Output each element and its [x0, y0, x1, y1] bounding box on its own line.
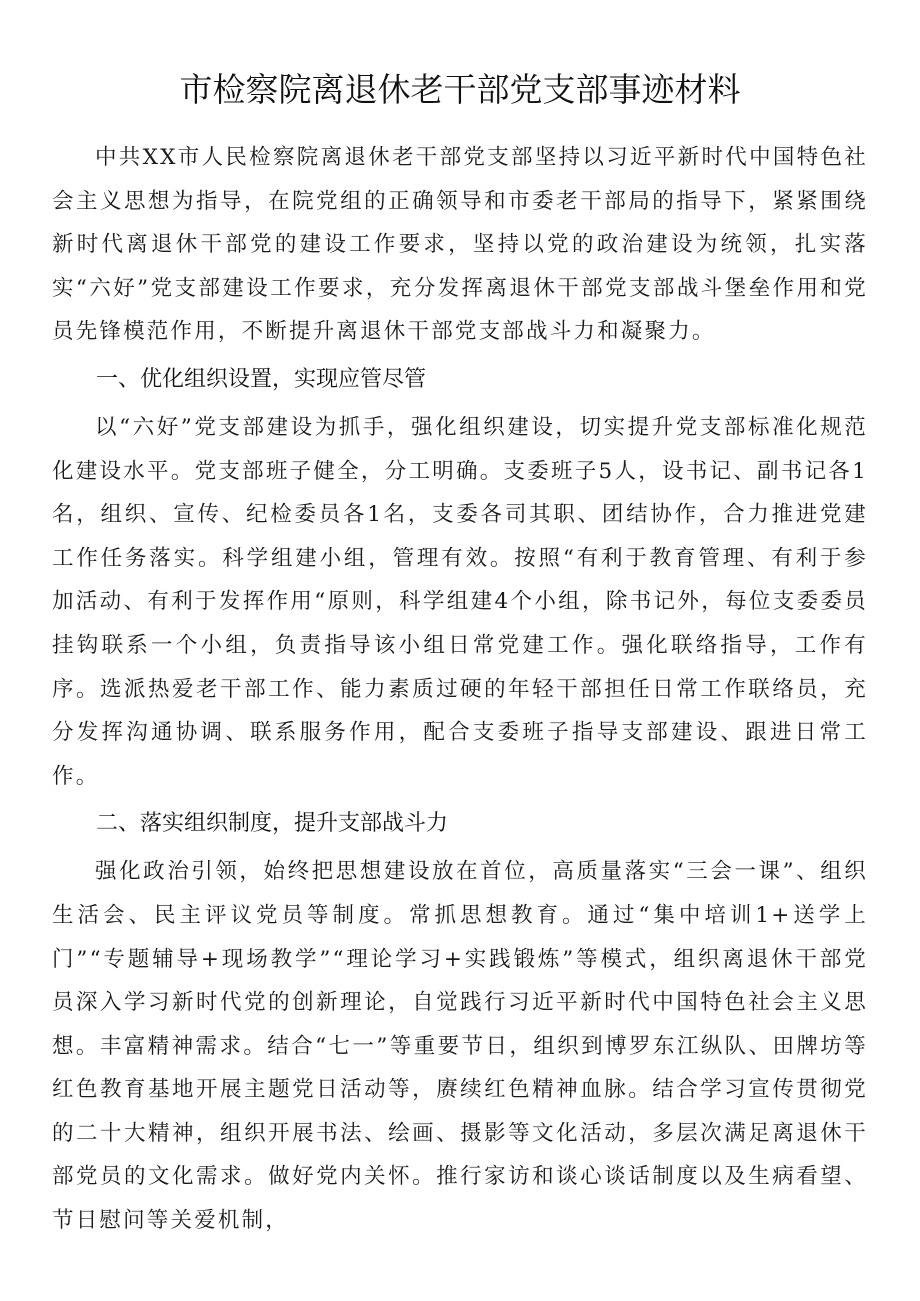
- intro-paragraph: 中共XX市人民检察院离退休老干部党支部坚持以习近平新时代中国特色社会主义思想为指导，在院党组的正确领导和市委老干部局的指导下，紧紧围绕新时代离退休干部党的建设工作要求，坚持以党的政治建设为统领，扎实落实“六好”党支部建设工作要求，充分发挥离退休干部党支部战斗堡垒作用和党员先锋模范作用，不断提升离退休干部党支部战斗力和凝聚力。: [52, 145, 868, 345]
- section-2-paragraph: 强化政治引领，始终把思想建设放在首位，高质量落实“三会一课”、组织生活会、民主评议党员等制度。常抓思想教育。通过“集中培训1+送学上门”“专题辅导+现场教学”“理论学习+实践锻炼”等模式，组织离退休干部党员深入学习新时代党的创新理论，自觉践行习近平新时代中国特色社会主义思想。丰富精神需求。结合“七一”等重要节日，组织到博罗东江纵队、田牌坊等红色教育基地开展主题党日活动等，赓续红色精神血脉。结合学习宣传贯彻党的二十大精神，组织开展书法、绘画、摄影等文化活动，多层次满足离退休干部党员的文化需求。做好党内关怀。推行家访和谈心谈话制度以及生病看望、节日慰问等关爱机制，: [52, 859, 868, 1234]
- section-1-heading: 一、优化组织设置，实现应管尽管: [96, 366, 427, 392]
- document-title: 市检察院离退休老干部党支部事迹材料: [179, 70, 741, 109]
- section-1-paragraph: 以“六好”党支部建设为抓手，强化组织建设，切实提升党支部标准化规范化建设水平。党支部班子健全，分工明确。支委班子5人，设书记、副书记各1名，组织、宣传、纪检委员各1名，支委各司其职、团结协作，合力推进党建工作任务落实。科学组建小组，管理有效。按照“有利于教育管理、有利于参加活动、有利于发挥作用“原则，科学组建4个小组，除书记外，每位支委委员挂钩联系一个小组，负责指导该小组日常党建工作。强化联络指导，工作有序。选派热爱老干部工作、能力素质过硬的年轻干部担任日常工作联络员，充分发挥沟通协调、联系服务作用，配合支委班子指导支部建设、跟进日常工作。: [52, 414, 868, 789]
- section-2-heading: 二、落实组织制度，提升支部战斗力: [96, 811, 449, 837]
